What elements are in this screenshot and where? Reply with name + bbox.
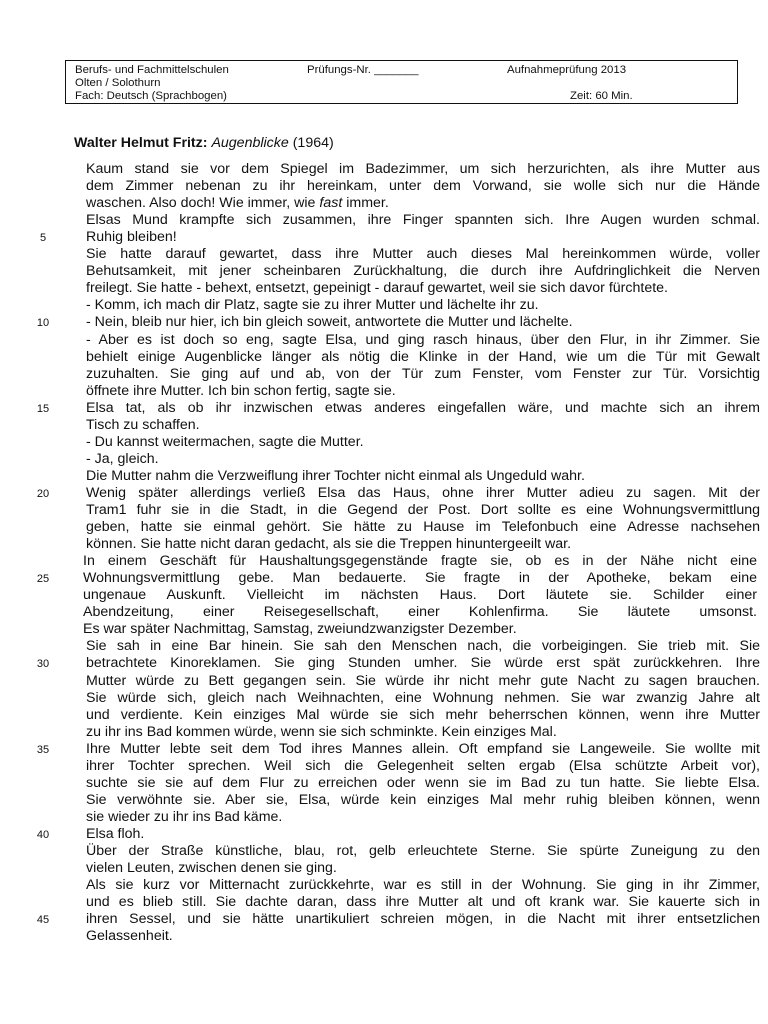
text-line: - Nein, bleib nur hier, ich bin gleich soweit, antwortete die Mutter und lächelte.: [86, 314, 573, 331]
text-line: Tram1 fuhr sie in die Stadt, in die Gegend der Post. Dort sollte es eine Wohnungsvermittlung: [86, 502, 760, 518]
text-line: suchte sie sie auf dem Flur zu erreichen oder wenn sie im Bad zu tun hatte. Sie liebte Elsa.: [86, 774, 760, 791]
text-line: Elsas Mund krampfte sich zusammen, ihre Finger spannten sich. Ihre Augen wurden schmal.: [86, 212, 760, 229]
author-name: Walter Helmut Fritz:: [74, 135, 208, 151]
text-line: Kaum stand sie vor dem Spiegel im Badezimmer, um sich herzurichten, als ihre Mutter aus: [86, 161, 760, 177]
publication-year: (1964): [292, 135, 334, 151]
text-line: waschen. Also doch! Wie immer, wie fast immer.: [86, 195, 389, 212]
text-line: ihrer Tochter sprechen. Weil sich die Gelegenheit selten ergab (Elsa schützte Arbeit vor),: [86, 757, 760, 774]
emphasized-word: fast: [319, 195, 343, 212]
text-line: geben, hatte sie einmal gehört. Sie hätte zu Hause im Telefonbuch eine Adresse nachsehen: [86, 519, 760, 536]
text-line: ihren Sessel, und sie hätte unartikuliert schreien mögen, in die Nacht mit ihrer entsetzlichen: [86, 911, 760, 928]
text-line: zu ihr ins Bad kommen würde, wenn sie sich schminkte. Kein einziges Mal.: [86, 723, 557, 740]
line-number: 40: [36, 828, 50, 841]
text-line: freilegt. Sie hatte - behext, entsetzt, gepeinigt - darauf gewartet, weil sie sich davor fürchtete.: [86, 280, 668, 297]
text-line: Ruhig bleiben!: [86, 229, 177, 246]
exam-header: [65, 60, 738, 104]
text-line: können. Sie hatte nicht daran gedacht, als sie die Treppen hinuntergeeilt war.: [86, 536, 572, 553]
text-line: Abendzeitung, einer Reisegesellschaft, einer Kohlenfirma. Sie läutete umsonst.: [83, 604, 757, 621]
text-line: vielen Leuten, zwischen denen sie ging.: [86, 860, 337, 877]
text-line: - Ja, gleich.: [86, 450, 159, 467]
exam-time: Zeit: 60 Min.: [570, 90, 633, 102]
line-number: 5: [39, 232, 47, 245]
text-line: ungenaue Auskunft. Vielleicht im nächsten Haus. Dort läutete sie. Schilder einer: [83, 587, 757, 604]
text-line: Tisch zu schaffen.: [86, 416, 200, 433]
text-line: Wohnungsvermittlung gebe. Man bedauerte. Sie fragte in der Apotheke, bekam eine: [83, 570, 757, 587]
text-line: Die Mutter nahm die Verzweiflung ihrer Tochter nicht einmal als Ungeduld wahr.: [86, 467, 585, 484]
text-line: Ihre Mutter lebte seit dem Tod ihres Mannes allein. Oft empfand sie Langeweile. Sie wollte mit: [86, 740, 760, 757]
text-line: Wenig später allerdings verließ Elsa das Haus, ohne ihrer Mutter adieu zu sagen. Mit der: [86, 484, 760, 501]
line-number: 10: [36, 317, 50, 330]
school-name: Berufs- und Fachmittelschulen: [75, 64, 229, 76]
text-fragment: immer.: [342, 195, 389, 212]
text-line: Sie sah in eine Bar hinein. Sie sah den Menschen nach, die vorbeigingen. Sie trieb mit. Sie: [86, 638, 760, 655]
line-number: 45: [36, 914, 50, 927]
subject-label: Fach: Deutsch (Sprachbogen): [75, 90, 227, 102]
text-line: dem Zimmer nebenan zu ihr hereinkam, unter dem Vorwand, sie wolle sich nur die Hände: [86, 178, 760, 195]
text-line: Es war später Nachmittag, Samstag, zweiundzwanzigster Dezember.: [83, 621, 517, 638]
text-line: - Du kannst weitermachen, sagte die Mutter.: [86, 433, 364, 450]
text-line: Elsa tat, als ob ihr inzwischen etwas anderes eingefallen wäre, und machte sich an ihrem: [86, 399, 760, 416]
text-line: Als sie kurz vor Mitternacht zurückkehrte, war es still in der Wohnung. Sie ging in ihr Zimmer,: [86, 877, 760, 894]
text-line: betrachtete Kinoreklamen. Sie ging Stunden umher. Sie würde erst spät zurückkehren. Ihre: [86, 655, 760, 672]
line-number: 25: [36, 573, 50, 586]
text-line: Behutsamkeit, mit jener scheinbaren Zurückhaltung, die durch ihre Aufdringlichkeit die Nerven: [86, 263, 760, 280]
line-number: 35: [36, 743, 50, 756]
text-line: und es blieb still. Sie dachte daran, dass ihre Mutter alt und oft krank war. Sie kauerte sich in: [86, 894, 760, 911]
work-title: Augenblicke: [211, 135, 289, 151]
text-line: und verdiente. Kein einziges Mal würde sie sich mehr beherrschen können, wenn ihre Mutter: [86, 706, 760, 723]
text-line: - Komm, ich mach dir Platz, sagte sie zu ihrer Mutter und lächelte ihr zu.: [86, 297, 539, 314]
line-number: 20: [36, 487, 50, 500]
text-line: Sie würde sich, gleich nach Weihnachten, eine Wohnung nehmen. Sie war zwanzig Jahre alt: [86, 689, 760, 706]
exam-number-label: Prüfungs-Nr. _______: [307, 64, 419, 76]
text-line: Sie hatte darauf gewartet, dass ihre Mutter auch dieses Mal hereinkommen würde, voller: [86, 246, 760, 263]
line-number: 30: [36, 658, 50, 671]
text-line: sie wieder zu ihr ins Bad käme.: [86, 808, 283, 825]
school-location: Olten / Solothurn: [75, 77, 161, 89]
exam-title: Aufnahmeprüfung 2013: [507, 64, 627, 76]
text-line: Mutter würde zu Bett gegangen sein. Sie würde ihr nicht mehr gute Nacht zu sagen brauchen.: [86, 672, 760, 689]
text-title: [74, 135, 334, 151]
text-line: Sie verwöhnte sie. Aber sie, Elsa, würde kein einziges Mal mehr ruhig bleiben können, wenn: [86, 791, 760, 808]
line-number: 15: [36, 402, 50, 415]
text-line: - Aber es ist doch so eng, sagte Elsa, und ging rasch hinaus, über den Flur, in ihr Zimmer. Sie: [86, 331, 760, 348]
text-line: behielt einige Augenblicke länger als nötig die Klinke in der Hand, wie um die Tür mit Gewalt: [86, 348, 760, 365]
text-line: zuzuhalten. Sie ging auf und ab, von der Tür zum Fenster, vom Fenster zur Tür. Vorsichtig: [86, 365, 760, 382]
text-line: Über der Straße künstliche, blau, rot, gelb erleuchtete Sterne. Sie spürte Zuneigung zu den: [86, 843, 760, 859]
text-line: Elsa floh.: [86, 825, 145, 842]
text-line: öffnete ihre Mutter. Ich bin schon fertig, sagte sie.: [86, 382, 396, 399]
text-line: In einem Geschäft für Haushaltungsgegenstände fragte sie, ob es in der Nähe nicht eine: [83, 553, 757, 570]
text-line: Gelassenheit.: [86, 928, 173, 945]
